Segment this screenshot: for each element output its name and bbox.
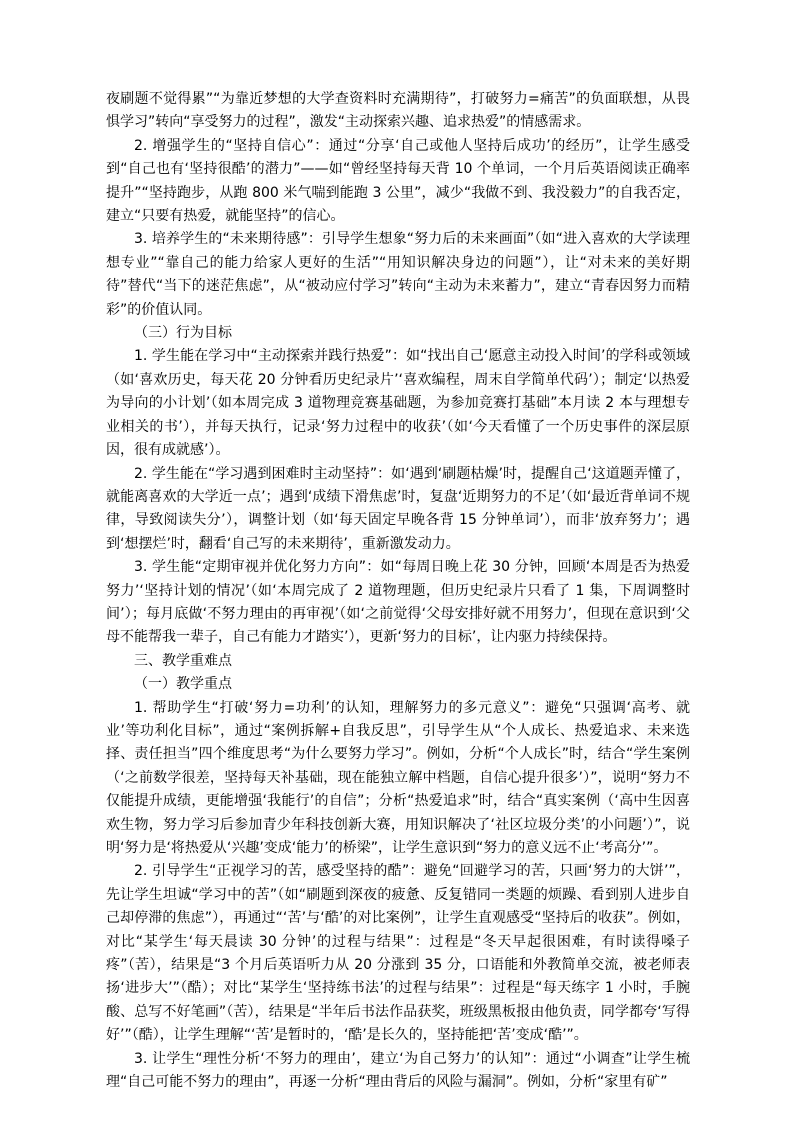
paragraph-6: 3. 学生能“定期审视并优化努力方向”：如“每周日晚上花 30 分钟，回顾‘本周是否为热爱努力’‘坚持计划的情况’（如‘本周完成了 2 道物理题，但历史纪录片只看了 1 集，下周调整时间’）；每月底做‘不努力理由的再审视’（如‘之前觉得‘父母安排好就不用努力’，但现在意识到‘父母不能帮我一辈子，自己有能力才踏实’），更新‘努力的目标’，让内驱力持续保持。 xyxy=(106,559,690,646)
paragraph-10: 2. 引导学生“正视学习的苦，感受坚持的酷”：避免“回避学习的苦，只画‘努力的大饼’”，先让学生坦诚“学习中的苦”（如“刷题到深夜的疲惫、反复错同一类题的烦躁、看到别人进步自己却停滞的焦虑”），再通过“‘苦’与‘酷’的对比案例”，让学生直观感受“坚持后的收获”。例如，对比“某学生‘每天晨读 30 分钟’的过程与结果”：过程是“冬天早起很困难，有时读得嗓子疼”（苦），结果是“3 个月后英语听力从 20 分涨到 35 分，口语能和外教简单交流，被老师表扬‘进步大’”（酷）；对比“某学生‘坚持练书法’的过程与结果”：过程是“每天练字 1 小时，手腕酸、总写不好笔画”（苦），结果是“半年后书法作品获奖，班级黑板报由他负责，同学都夸‘写得好’”（酷），让学生理解“‘苦’是暂时的，‘酷’是长久的，坚持能把‘苦’变成‘酷’”。 xyxy=(106,863,690,1044)
paragraph-9: 1. 帮助学生“打破‘努力=功利’的认知，理解努力的多元意义”：避免“只强调‘高考、就业’等功利化目标”，通过“案例拆解+自我反思”，引导学生从“个人成长、热爱追求、未来选择、责任担当”四个维度思考“为什么要努力学习”。例如，分析“个人成长”时，结合“学生案例（‘之前数学很差，坚持每天补基础，现在能独立解中档题，自信心提升很多’）”，说明“努力不仅能提升成绩，更能增强‘我能行’的自信”；分析“热爱追求”时，结合“真实案例（‘高中生因喜欢生物，努力学习后参加青少年科技创新大赛，用知识解决了‘社区垃圾分类’的小问题’）”，说明‘努力是‘将热爱从‘兴趣’变成‘能力’的桥梁”，让学生意识到“努力的意义远不止‘考高分’”。 xyxy=(106,699,690,856)
paragraph-4: 1. 学生能在学习中“主动探索并践行热爱”：如“找出自己‘愿意主动投入时间’的学科或领域（如‘喜欢历史，每天花 20 分钟看历史纪录片’‘喜欢编程，周末自学简单代码’）；制定‘以热爱为导向的小计划’（如本周完成 3 道物理竞赛基础题，为参加竞赛打基础”本月读 2 本与理想专业相关的书’），并每天执行，记录‘努力过程中的收获’（如‘今天看懂了一个历史事件的深层原因，很有成就感’）。 xyxy=(106,348,690,459)
paragraph-5: 2. 学生能在“学习遇到困难时主动坚持”：如‘遇到‘刷题枯燥’时，提醒自己‘这道题弄懂了，就能离喜欢的大学近一点’；遇到‘成绩下滑焦虑’时，复盘‘近期努力的不足’（如‘最近背单词不规律，导致阅读失分’），调整计划（如‘每天固定早晚各背 15 分钟单词’），而非‘放弃努力’；遇到‘想摆烂’时，翻看‘自己写的未来期待’，重新激发动力。 xyxy=(106,465,690,552)
paragraph-2: 3. 培养学生的“未来期待感”：引导学生想象“努力后的未来画面”（如“进入喜欢的大学读理想专业”“靠自己的能力给家人更好的生活”“用知识解决身边的问题”），让“对未来的美好期待”替代“当下的迷茫焦虑”，从“被动应付学习”转向“主动为未来蓄力”，建立“青春因努力而精彩”的价值认同。 xyxy=(106,231,690,318)
section-behavior-goals-heading: （三）行为目标 xyxy=(134,325,232,342)
paragraph-1: 2. 增强学生的“坚持自信心”：通过“分享‘自己或他人坚持后成功’的经历”，让学生感受到“自己也有‘坚持很酷’的潜力”——如“曾经坚持每天背 10 个单词，一个月后英语阅读正确率提升”“坚持跑步，从跑 800 米气喘到能跑 3 公里”，减少“我做不到、我没毅力”的自我否定，建立“只要有热爱，就能坚持”的信心。 xyxy=(106,137,690,225)
document-page xyxy=(106,88,690,1094)
paragraph-11: 3. 让学生“理性分析‘不努力的理由’，建立‘为自己努力’的认知”：通过“小调查”让学生梳理“自己可能不努力的理由”，再逐一分析“理由背后的风险与漏洞”。例如，分析“家里有矿” xyxy=(106,1050,690,1091)
section-key-difficulties-heading: 三、教学重难点 xyxy=(134,652,232,669)
paragraph-0: 夜刷题不觉得累”“为靠近梦想的大学查资料时充满期待”，打破努力=痛苦”的负面联想，从畏惧学习”转向“享受努力的过程”，激发“主动探索兴趣、追求热爱”的情感需求。 xyxy=(106,91,690,131)
section-key-points-heading: （一）教学重点 xyxy=(134,676,232,693)
